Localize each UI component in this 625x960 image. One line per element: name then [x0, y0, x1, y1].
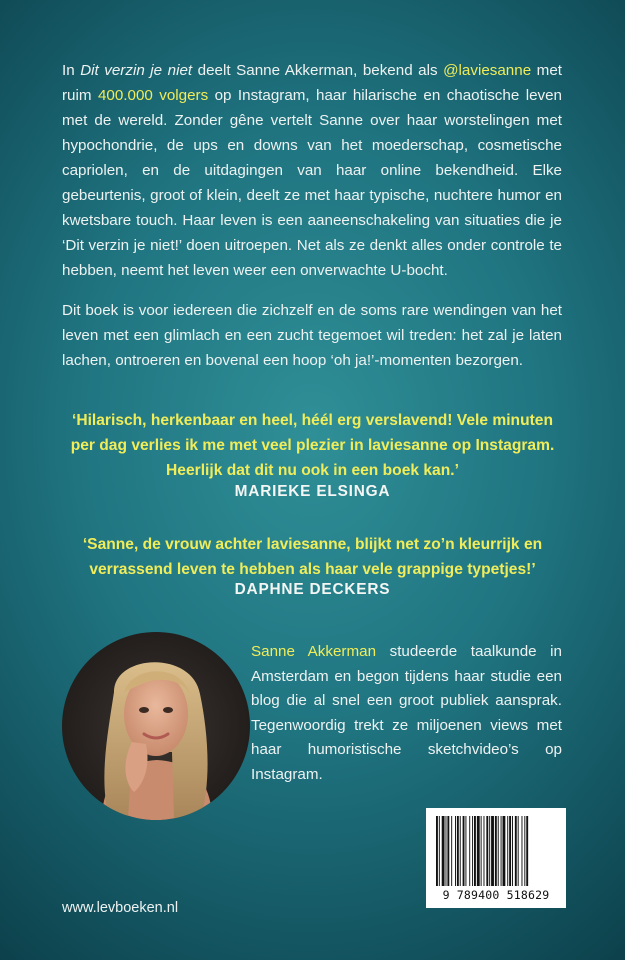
barcode-bar: [465, 816, 466, 886]
barcode-bar: [501, 816, 502, 886]
barcode-bar: [477, 816, 480, 886]
barcode-bar: [503, 816, 506, 886]
barcode-bar: [491, 816, 494, 886]
barcode-bar: [515, 816, 517, 886]
instagram-handle: @laviesanne: [443, 62, 532, 79]
barcode-bar: [455, 816, 456, 886]
quote-line: Heerlijk dat dit nu ook in een boek kan.’: [166, 462, 459, 479]
review-quote-1: [40, 408, 585, 483]
barcode-bar: [526, 816, 528, 886]
publisher-website: www.levboeken.nl: [62, 900, 179, 916]
barcode-bar: [518, 816, 519, 886]
barcode-bar: [486, 816, 488, 886]
barcode-bar: [460, 816, 461, 886]
blurb-paragraph-2: Dit boek is voor iedereen die zichzelf en de soms rare wendingen van het leven met een glimlach en een zucht tegemoet wil treden: het zal je laten lachen, ontroeren en bovenal een hoop ‘oh ja!’-momenten bezorgen.: [62, 302, 562, 369]
barcode-bar: [522, 816, 523, 886]
barcode-bar: [498, 816, 499, 886]
barcode-bar: [484, 816, 485, 886]
quote-line: ‘Sanne, de vrouw achter laviesanne, blijkt net zo’n kleurrijk en: [82, 536, 543, 553]
quote-line: ‘Hilarisch, herkenbaar en heel, héél erg verslavend! Vele minuten: [71, 412, 553, 429]
barcode-bar: [442, 816, 445, 886]
barcode-bar: [451, 816, 452, 886]
isbn-number: 9 789400 518629: [442, 888, 550, 902]
blurb-paragraph-1: [62, 58, 562, 283]
barcode-bar: [469, 816, 470, 886]
barcode-bar: [481, 816, 482, 886]
review-author-2: DAPHNE DECKERS: [234, 581, 391, 598]
review-author-1: MARIEKE ELSINGA: [234, 483, 391, 500]
barcode-bar: [512, 816, 513, 886]
blurb-text: In: [62, 62, 81, 79]
author-photo: [62, 632, 250, 820]
barcode-bar: [507, 816, 508, 886]
barcode-bar: [509, 816, 511, 886]
follower-count: 400.000 volgers: [97, 87, 209, 104]
barcode-bar: [495, 816, 497, 886]
barcode-bar: [474, 816, 476, 886]
author-name: Sanne Akkerman: [251, 643, 377, 660]
barcode-bar: [463, 816, 465, 886]
book-title: Dit verzin je niet: [80, 62, 193, 79]
barcode-bar: [472, 816, 473, 886]
quote-line: verrassend leven te hebben als haar vele grappige typetjes!’: [89, 561, 536, 578]
barcode-bar: [436, 816, 438, 886]
barcode-bars: [434, 816, 558, 888]
author-bio: [251, 640, 562, 787]
barcode-bar: [439, 816, 440, 886]
blurb-text: op Instagram, haar hilarische en chaotische leven met de wereld. Zonder gêne vertelt Sanne over haar worstelingen met hypochondrie, de ups en downs van het moederschap, cosmetische capriolen, en de uitdagingen van haar online bekendheid. Elke gebeurtenis, groot of klein, deelt ze met haar typische, nuchtere humor en kwetsbare touch. Haar leven is een aaneenschakeling van situaties die je ‘Dit verzin je niet!’ doen uitroepen. Net als ze denkt alles onder controle te hebben, neemt het leven weer een onverwachte U-bocht.: [62, 87, 563, 279]
quote-line: per dag verlies ik me met veel plezier in laviesanne op Instagram.: [70, 437, 555, 454]
barcode-bar: [446, 816, 447, 886]
review-quote-2: [40, 532, 585, 582]
blurb-text: deelt Sanne Akkerman, bekend als: [192, 62, 444, 79]
isbn-barcode: [426, 808, 566, 908]
barcode-bar: [524, 816, 525, 886]
bio-text: studeerde taalkunde in Amsterdam en begon tijdens haar studie een blog die al snel een groot publiek aansprak. Tegenwoordig trekt ze miljoenen views met haar humoristische sketchvideo’s op Instagram.: [251, 643, 562, 783]
blurb-text: met ruim: [62, 62, 562, 104]
barcode-bar: [457, 816, 459, 886]
barcode-bar: [489, 816, 490, 886]
barcode-bar: [447, 816, 449, 886]
